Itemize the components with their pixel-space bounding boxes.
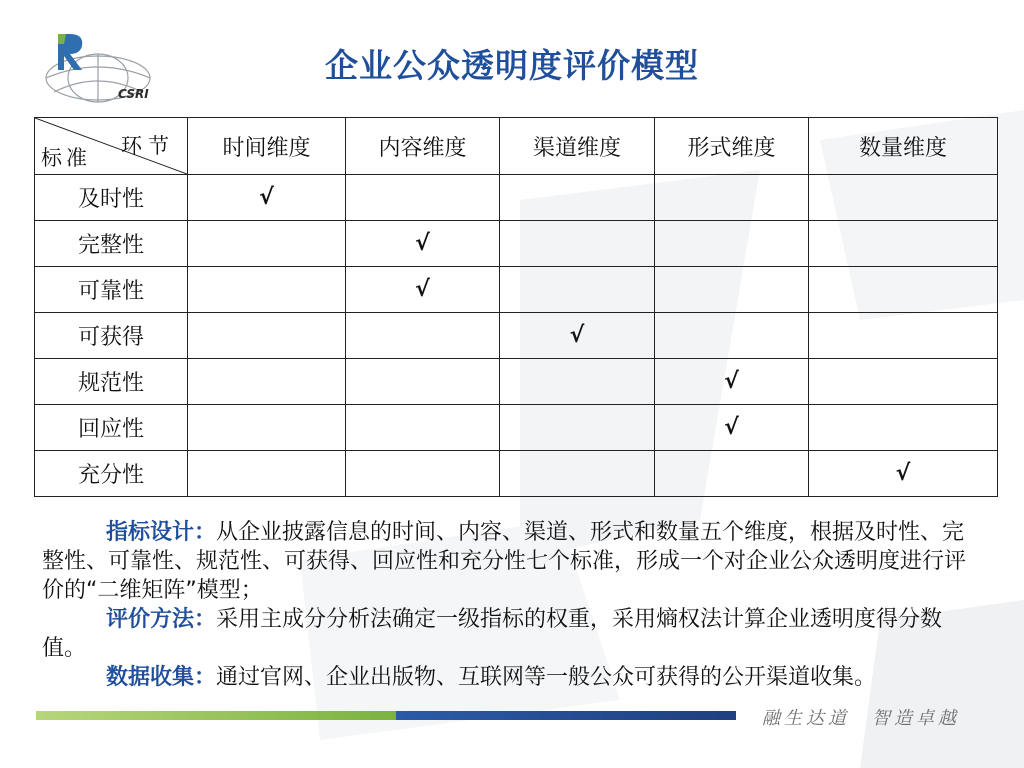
corner-label-top: 环节 (121, 134, 175, 158)
table-cell (500, 451, 655, 497)
table-cell (346, 359, 500, 405)
table-row (35, 267, 998, 313)
table-cell (500, 359, 655, 405)
table-cell (346, 451, 500, 497)
data-label: 数据收集： (106, 665, 217, 690)
table-cell (655, 267, 809, 313)
footer-slogan: 融生达道 智造卓越 (762, 708, 960, 729)
table-cell: √ (346, 221, 500, 267)
evaluation-matrix-table (34, 117, 998, 497)
table-cell (188, 313, 346, 359)
table-cell (809, 313, 998, 359)
column-header: 渠道维度 (500, 118, 655, 175)
table-cell (500, 175, 655, 221)
table-cell: √ (188, 175, 346, 221)
footer-bar-blue (396, 711, 736, 720)
method-paragraph (42, 605, 982, 663)
table-cell (655, 221, 809, 267)
row-label: 可获得 (35, 313, 188, 359)
row-label: 完整性 (35, 221, 188, 267)
table-row (35, 451, 998, 497)
table-cell (809, 405, 998, 451)
corner-header-cell (35, 118, 188, 175)
column-header: 时间维度 (188, 118, 346, 175)
table-cell (188, 359, 346, 405)
table-cell (809, 359, 998, 405)
table-header-row (35, 118, 998, 175)
page-title: 企业公众透明度评价模型 (325, 46, 699, 85)
data-text: 通过官网、企业出版物、互联网等一般公众可获得的公开渠道收集。 (216, 665, 877, 690)
table-cell (655, 313, 809, 359)
row-label: 规范性 (35, 359, 188, 405)
table-cell (809, 267, 998, 313)
table-cell: √ (346, 267, 500, 313)
method-text: 采用主成分分析法确定一级指标的权重，采用熵权法计算企业透明度得分数值。 (42, 607, 943, 661)
table-row (35, 175, 998, 221)
table-cell (346, 175, 500, 221)
corner-label-bottom: 标准 (41, 146, 91, 170)
table-cell (346, 405, 500, 451)
table-cell: √ (655, 359, 809, 405)
table-cell (188, 267, 346, 313)
footer-bar-green (36, 711, 396, 720)
column-header: 数量维度 (809, 118, 998, 175)
table-cell: √ (809, 451, 998, 497)
column-header: 形式维度 (655, 118, 809, 175)
table-cell (346, 313, 500, 359)
table-cell (500, 267, 655, 313)
row-label: 可靠性 (35, 267, 188, 313)
description-block (42, 518, 982, 692)
table-cell (500, 221, 655, 267)
table-cell (188, 405, 346, 451)
design-paragraph (42, 518, 982, 605)
column-header: 内容维度 (346, 118, 500, 175)
table-cell (655, 175, 809, 221)
table-cell: √ (500, 313, 655, 359)
table-row (35, 313, 998, 359)
table-cell: √ (655, 405, 809, 451)
data-paragraph (42, 663, 982, 692)
footer-bar (36, 711, 736, 720)
table-row (35, 359, 998, 405)
row-label: 充分性 (35, 451, 188, 497)
logo-text: CSRI (118, 87, 149, 101)
table-cell (500, 405, 655, 451)
table-cell (188, 221, 346, 267)
table-row (35, 405, 998, 451)
table-cell (188, 451, 346, 497)
row-label: 及时性 (35, 175, 188, 221)
method-label: 评价方法： (106, 607, 217, 632)
table-cell (809, 175, 998, 221)
table-cell (655, 451, 809, 497)
row-label: 回应性 (35, 405, 188, 451)
design-label: 指标设计： (106, 520, 217, 545)
design-text: 从企业披露信息的时间、内容、渠道、形式和数量五个维度，根据及时性、完整性、可靠性、规范性、可获得、回应性和充分性七个标准，形成一个对企业公众透明度进行评价的“二维矩阵”模型； (42, 520, 967, 603)
table-row (35, 221, 998, 267)
table-cell (809, 221, 998, 267)
